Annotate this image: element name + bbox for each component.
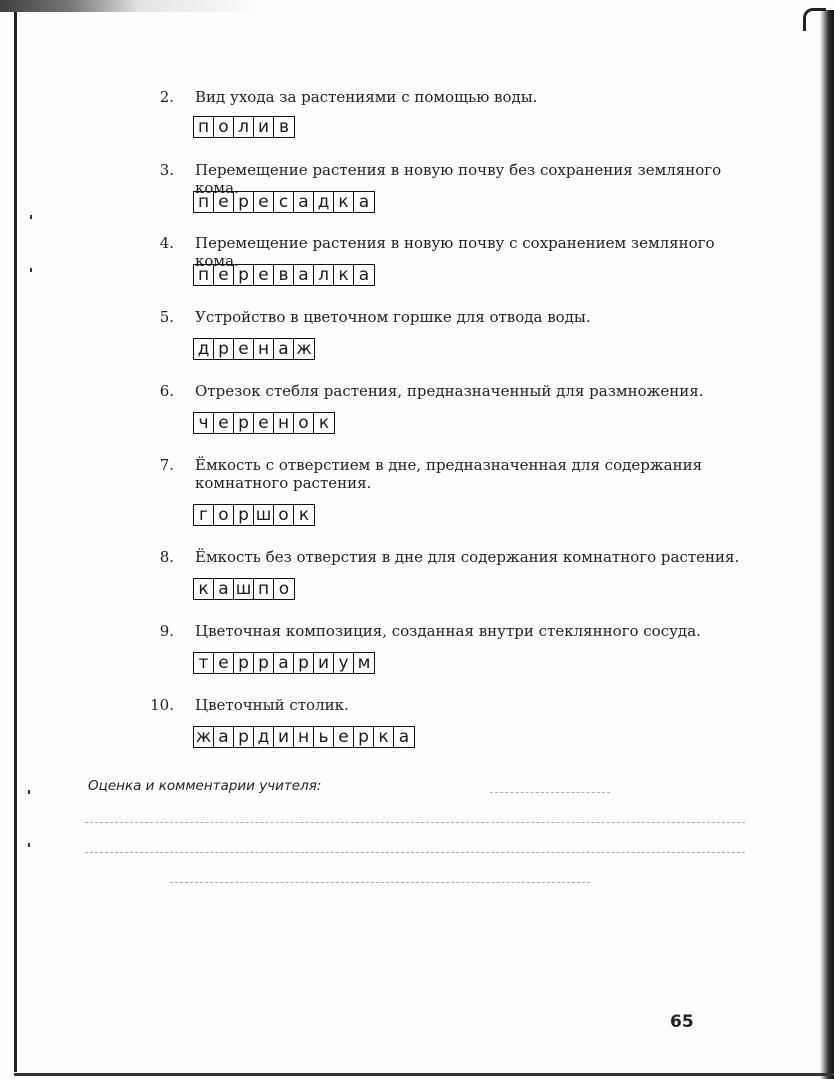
scan-edge-right	[820, 10, 834, 1079]
answer-letter-cell: е	[214, 192, 234, 212]
scan-edge-left	[14, 12, 17, 1072]
scan-edge-top	[0, 0, 834, 12]
exercise-number: 9.	[159, 622, 174, 640]
answer-letter-cell: ш	[234, 579, 254, 599]
scan-corner	[803, 8, 826, 31]
answer-letter-cell: а	[398, 727, 410, 747]
scan-speck	[28, 790, 30, 794]
answer-letter-cell: к	[194, 579, 214, 599]
answer-letter-cell: р	[234, 192, 254, 212]
answer-letter-cell: к	[334, 265, 354, 285]
answer-letter-cell: д	[194, 339, 214, 359]
teacher-comment-label: Оценка и комментарии учителя:	[88, 778, 322, 794]
answer-letter-cell: р	[234, 505, 254, 525]
exercise-question: Ёмкость с отверстием в дне, предназначенная для содержания комнатного растения.	[195, 456, 703, 492]
scan-speck	[30, 268, 32, 272]
exercise-number: 4.	[159, 234, 174, 252]
exercise-number: 3.	[159, 161, 174, 179]
answer-grid	[193, 412, 335, 434]
answer-letter-cell: и	[274, 727, 294, 747]
answer-letter-cell: с	[274, 192, 294, 212]
answer-letter-cell: у	[334, 653, 354, 673]
answer-letter-cell: р	[234, 653, 254, 673]
answer-letter-cell: ш	[254, 505, 274, 525]
answer-letter-cell: т	[194, 653, 214, 673]
answer-letter-cell: е	[254, 192, 274, 212]
exercise-number: 8.	[159, 548, 174, 566]
answer-letter-cell: п	[254, 579, 274, 599]
answer-letter-cell: е	[254, 265, 274, 285]
answer-letter-cell: л	[234, 117, 254, 137]
answer-letter-cell: м	[357, 653, 371, 673]
answer-letter-cell: а	[214, 579, 234, 599]
answer-letter-cell: ж	[296, 339, 312, 359]
answer-grid	[193, 264, 375, 286]
exercise-number: 6.	[159, 382, 174, 400]
answer-letter-cell: к	[374, 727, 394, 747]
answer-letter-cell: р	[294, 653, 314, 673]
comment-line	[85, 852, 745, 853]
answer-letter-cell: о	[294, 413, 314, 433]
answer-letter-cell: ч	[194, 413, 214, 433]
answer-letter-cell: к	[298, 505, 310, 525]
exercise-question: Ёмкость без отверстия в дне для содержания комнатного растения.	[195, 548, 740, 566]
answer-grid	[193, 726, 415, 748]
answer-letter-cell: е	[254, 413, 274, 433]
answer-letter-cell: е	[214, 265, 234, 285]
answer-letter-cell: е	[214, 653, 234, 673]
exercise-question: Перемещение растения в новую почву с сохранением земляного кома.	[195, 234, 715, 270]
answer-letter-cell: а	[358, 192, 370, 212]
answer-letter-cell: ж	[194, 727, 214, 747]
answer-grid	[193, 338, 315, 360]
answer-letter-cell: н	[294, 727, 314, 747]
exercise-question: Вид ухода за растениями с помощью воды.	[195, 88, 538, 106]
answer-letter-cell: о	[278, 579, 290, 599]
exercise-question: Отрезок стебля растения, предназначенный для размножения.	[195, 382, 704, 400]
answer-letter-cell: а	[274, 339, 294, 359]
answer-letter-cell: р	[254, 653, 274, 673]
exercise-number: 2.	[159, 88, 174, 106]
answer-grid	[193, 116, 295, 138]
answer-letter-cell: г	[194, 505, 214, 525]
scan-edge-bottom	[14, 1073, 834, 1076]
answer-letter-cell: р	[234, 727, 254, 747]
answer-grid	[193, 504, 315, 526]
answer-letter-cell: д	[314, 192, 334, 212]
answer-letter-cell: а	[214, 727, 234, 747]
answer-letter-cell: п	[194, 117, 214, 137]
exercise-number: 7.	[159, 456, 174, 474]
exercise-question: Перемещение растения в новую почву без сохранения земляного кома.	[195, 161, 722, 197]
scan-speck	[30, 215, 32, 219]
answer-letter-cell: е	[234, 339, 254, 359]
answer-letter-cell: а	[294, 265, 314, 285]
answer-letter-cell: е	[334, 727, 354, 747]
answer-letter-cell: р	[214, 339, 234, 359]
answer-letter-cell: и	[254, 117, 274, 137]
answer-letter-cell: н	[254, 339, 274, 359]
exercise-question: Устройство в цветочном горшке для отвода воды.	[195, 308, 591, 326]
answer-grid	[193, 652, 375, 674]
answer-letter-cell: п	[194, 265, 214, 285]
exercise-question: Цветочная композиция, созданная внутри стеклянного сосуда.	[195, 622, 701, 640]
answer-letter-cell: е	[214, 413, 234, 433]
answer-letter-cell: р	[234, 413, 254, 433]
comment-line	[490, 792, 610, 793]
answer-letter-cell: л	[314, 265, 334, 285]
answer-letter-cell: в	[274, 265, 294, 285]
page-number: 65	[670, 1012, 694, 1032]
answer-grid	[193, 578, 295, 600]
answer-letter-cell: а	[294, 192, 314, 212]
comment-line	[170, 882, 590, 883]
answer-letter-cell: о	[274, 505, 294, 525]
answer-letter-cell: а	[274, 653, 294, 673]
exercise-number: 10.	[150, 696, 174, 714]
exercise-number: 5.	[159, 308, 174, 326]
answer-letter-cell: н	[274, 413, 294, 433]
answer-letter-cell: р	[234, 265, 254, 285]
answer-letter-cell: в	[278, 117, 290, 137]
answer-letter-cell: к	[318, 413, 330, 433]
answer-letter-cell: п	[194, 192, 214, 212]
answer-letter-cell: р	[354, 727, 374, 747]
comment-line	[85, 822, 745, 823]
answer-letter-cell: и	[314, 653, 334, 673]
scan-speck	[28, 843, 30, 847]
answer-letter-cell: о	[214, 505, 234, 525]
answer-letter-cell: о	[214, 117, 234, 137]
answer-letter-cell: к	[334, 192, 354, 212]
exercise-question: Цветочный столик.	[195, 696, 349, 714]
answer-letter-cell: а	[358, 265, 370, 285]
answer-letter-cell: ь	[314, 727, 334, 747]
answer-letter-cell: д	[254, 727, 274, 747]
answer-grid	[193, 191, 375, 213]
